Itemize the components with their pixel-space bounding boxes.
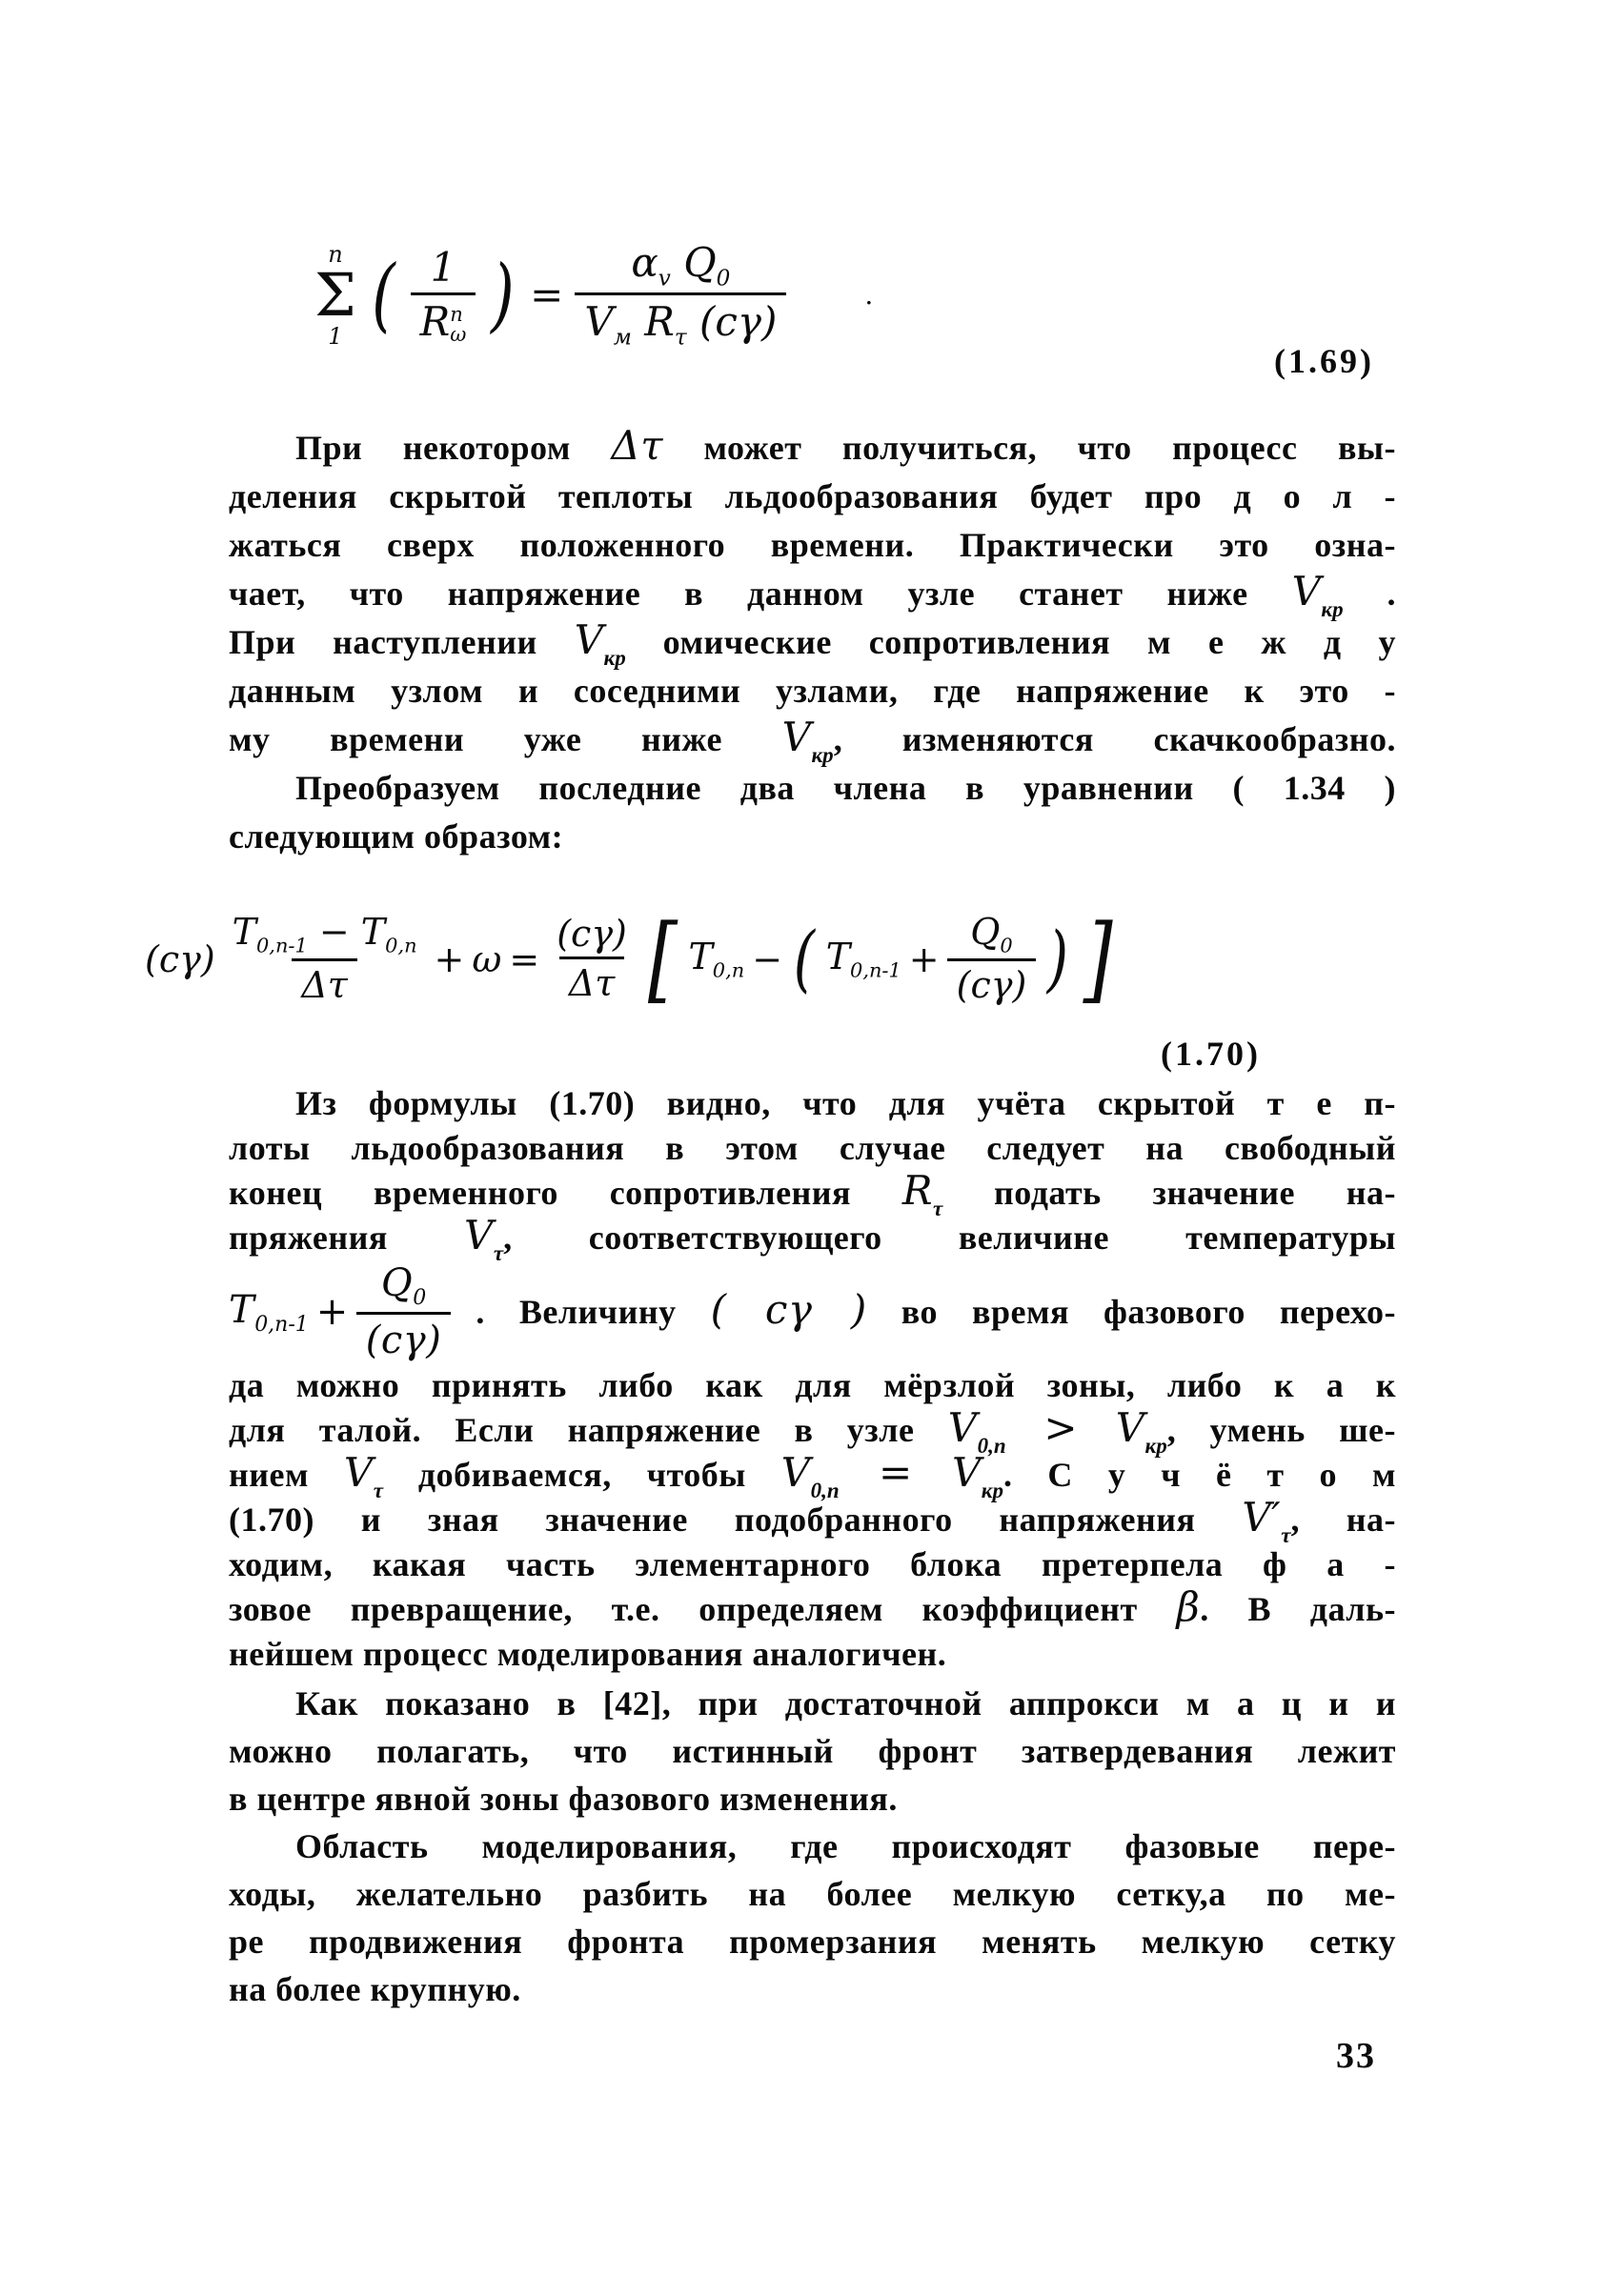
text-line: нейшем процесс моделирования аналогичен. xyxy=(229,1635,947,1673)
text-line: Преобразуем последние два члена в уравнении ( 1.34 ) xyxy=(295,769,1396,807)
beta-symbol: β xyxy=(1176,1583,1201,1630)
text-line: нием $V_\tau$ добиваемся, чтобы $V_{0,n} = V_{кр}$. С у ч ё т о м xyxy=(229,1449,1397,1502)
fraction-cgamma-over-dtau: $\frac{(c\gamma)}{\Delta\tau}$ xyxy=(547,912,637,1007)
v-kr-symbol: $V_{кр}$ xyxy=(781,714,834,767)
omega-symbol: ω xyxy=(472,937,502,980)
v-prime-tau-symbol: $V'_\tau$ xyxy=(1242,1494,1291,1547)
text-line: для талой. Если напряжение в узле $V_{0,n} > V_{кр}$, умень ше- xyxy=(229,1404,1397,1458)
text-line: (1.70) и зная значение подобранного напряжения $V'_\tau$, на- xyxy=(229,1494,1396,1547)
text-line: Как показано в [42], при достаточной аппрокси м а ц и и xyxy=(295,1684,1396,1722)
text-line: да можно принять либо как для мёрзлой зоны, либо к а к xyxy=(229,1366,1396,1404)
t0n-term: $T_{0,n}$ xyxy=(688,936,745,982)
close-paren: ) xyxy=(491,248,516,342)
equation-1-69 xyxy=(314,238,873,352)
equals-sign: = xyxy=(509,937,540,980)
trailing-dot: . xyxy=(864,279,874,312)
r-tau-symbol: $R_\tau$ xyxy=(901,1167,943,1220)
page-number: 33 xyxy=(1336,2036,1376,2076)
v-tau-symbol: $V_\tau$ xyxy=(464,1212,504,1265)
text-line-with-formula: $T_{0,n-1}$ + $\frac{Q_0}{(c\gamma)}$ . Величину ( cγ ) во время фазового перехо- xyxy=(229,1261,1397,1362)
equation-label-1-69: (1.69) xyxy=(1274,342,1374,380)
v-tau-symbol: $V_\tau$ xyxy=(343,1449,383,1502)
text-line: данным узлом и соседними узлами, где напряжение к это - xyxy=(229,672,1396,710)
text-line: деления скрытой теплоты льдообразования будет про д о л - xyxy=(229,477,1396,515)
close-paren: ) xyxy=(1047,916,1069,1001)
t0n1-term: $T_{0,n-1}$ xyxy=(825,936,901,982)
plus-sign: + xyxy=(908,937,940,980)
equation-1-70 xyxy=(145,904,1117,1015)
fraction-q-over-cgamma: $\frac{Q_0}{(c\gamma)}$ xyxy=(947,910,1037,1008)
text-line: пряжения $V_\tau$, соответствующего величине температуры xyxy=(229,1212,1396,1265)
sum-lower-limit: 1 xyxy=(328,322,343,350)
text-line: Область моделирования, где происходят фазовые пере- xyxy=(295,1827,1396,1865)
fraction-rhs: $\frac{\alpha_v Q_0}{V_м R_\tau (c\gamma)}$ xyxy=(575,238,786,352)
text-line: ходим, какая часть элементарного блока претерпела ф а - xyxy=(229,1545,1396,1583)
equals-sign: = xyxy=(530,272,564,319)
v-kr-symbol: $V_{кр}$ xyxy=(1291,568,1344,621)
v0n-equals-vkr: $V_{0,n} = V_{кр}$ xyxy=(780,1449,1003,1502)
open-bracket: [ xyxy=(647,904,678,1015)
text-line: му времени уже ниже $V_{кр}$, изменяются скачкообразно. xyxy=(229,714,1396,767)
paragraph-4 xyxy=(229,1823,1396,2013)
paragraph-2 xyxy=(229,1081,1396,1677)
text-line: При наступлении $V_{кр}$ омические сопротивления м е ж д у xyxy=(229,616,1396,670)
text-line: в центре явной зоны фазового изменения. xyxy=(229,1780,898,1818)
open-paren: ( xyxy=(793,916,815,1001)
text-line: жаться сверх положенного времени. Практически это озна- xyxy=(229,526,1396,564)
text-line: При некотором Δτ может получиться, что процесс вы- xyxy=(295,422,1396,469)
text-line: конец временного сопротивления $R_\tau$ подать значение на- xyxy=(229,1167,1397,1220)
text-line: на более крупную. xyxy=(229,1970,521,2008)
text-line: ре продвижения фронта промерзания менять мелкую сетку xyxy=(229,1923,1396,1961)
close-bracket: ] xyxy=(1083,904,1113,1015)
sum-upper-limit: n xyxy=(328,240,343,268)
text-line: можно полагать, что истинный фронт затвердевания лежит xyxy=(229,1732,1396,1770)
v-kr-symbol: $V_{кр}$ xyxy=(574,616,626,670)
cgamma-term: (cγ) xyxy=(145,937,215,980)
paragraph-3 xyxy=(229,1680,1396,1823)
cgamma-inline: ( cγ ) xyxy=(710,1286,867,1333)
fraction-1-over-R: 1 R n ω xyxy=(411,243,476,348)
paragraph-1 xyxy=(229,424,1396,861)
fraction-temperature-difference: $\frac{T_{0,n-1} - T_{0,n}}{\Delta\tau}$ xyxy=(223,910,427,1008)
text-line: ходы, желательно разбить на более мелкую сетку,а по ме- xyxy=(229,1875,1396,1913)
equation-label-1-70: (1.70) xyxy=(1161,1035,1261,1073)
v0n-greater-vkr: $V_{0,n} > V_{кр}$ xyxy=(947,1404,1167,1458)
plus-sign: + xyxy=(434,937,465,980)
delta-tau-symbol: Δτ xyxy=(611,422,663,469)
text-line: зовое превращение, т.е. определяем коэффициент β. В даль- xyxy=(229,1583,1397,1630)
reference-42: [42] xyxy=(602,1684,662,1722)
text-line: чает, что напряжение в данном узле станет ниже $V_{кр}$ . xyxy=(229,568,1397,621)
text-line: Из формулы (1.70) видно, что для учёта скрытой т е п- xyxy=(295,1084,1396,1122)
inline-fraction-t0n1-plus-q: $T_{0,n-1}$ + $\frac{Q_0}{(c\gamma)}$ xyxy=(229,1259,451,1364)
minus-sign: − xyxy=(752,937,783,980)
text-line: лоты льдообразования в этом случае следует на свободный xyxy=(229,1129,1396,1167)
summation-symbol: n Σ 1 xyxy=(314,240,356,350)
open-paren: ( xyxy=(371,248,395,342)
text-line: следующим образом: xyxy=(229,817,564,856)
